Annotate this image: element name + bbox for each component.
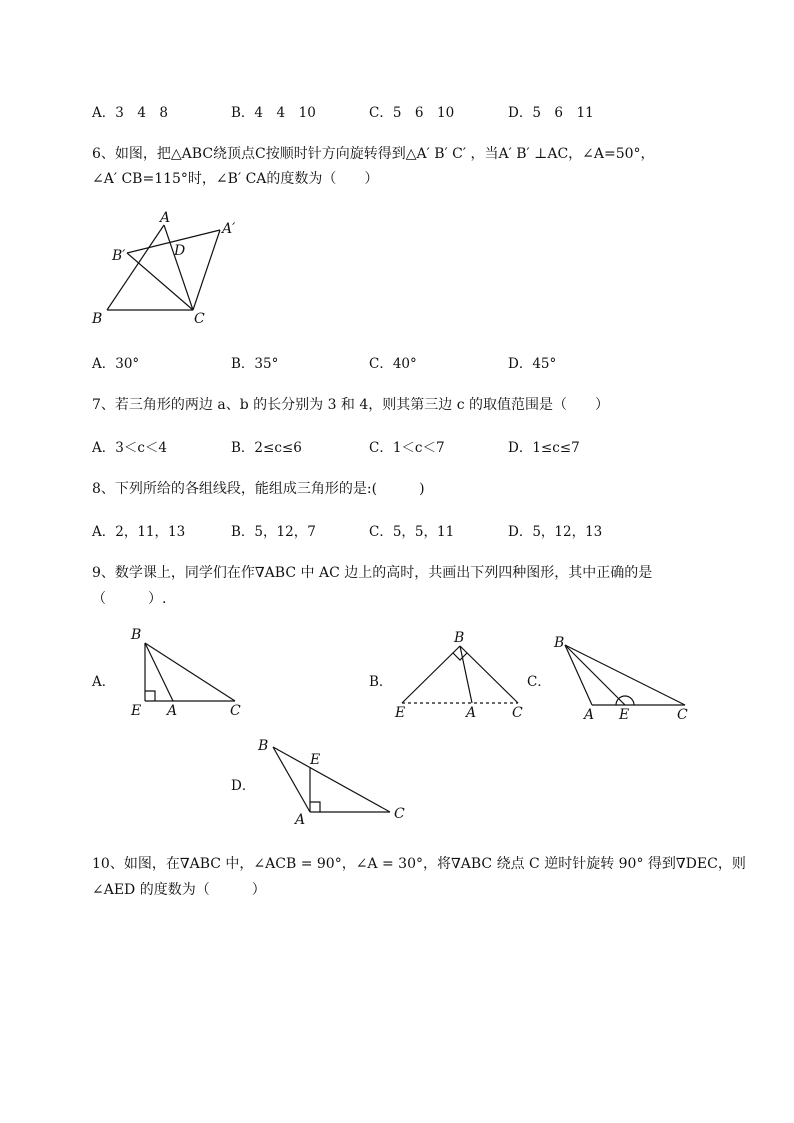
q6-segment-AprimeC bbox=[193, 230, 220, 310]
q9d-label-A: A bbox=[295, 812, 306, 827]
q5-option-d[interactable]: D．5 6 11 bbox=[508, 105, 594, 121]
q9-figure-d bbox=[253, 732, 413, 827]
q7-option-a[interactable]: A．3＜c＜4 bbox=[92, 440, 167, 456]
q8-text: 8、下列所给的各组线段，能组成三角形的是:( ) bbox=[92, 481, 425, 497]
q9-text-line1: 9、数学课上，同学们在作∇ABC 中 AC 边上的高时，共画出下列四种图形，其中正确的是 bbox=[92, 565, 653, 581]
q5-option-b[interactable]: B．4 4 10 bbox=[231, 105, 316, 121]
q9d-label-C: C bbox=[394, 806, 405, 822]
q7-option-b[interactable]: B．2≤c≤6 bbox=[231, 440, 302, 456]
q7-option-d[interactable]: D．1≤c≤7 bbox=[508, 440, 580, 456]
q9b-label-C: C bbox=[512, 705, 523, 721]
q9c-segment-BA bbox=[565, 645, 592, 705]
q9b-segment-BC bbox=[460, 646, 518, 703]
q9-figure-a bbox=[125, 625, 250, 720]
q9a-label-B: B bbox=[131, 627, 142, 643]
q6-label-A: A bbox=[160, 210, 171, 226]
q6-option-d[interactable]: D．45° bbox=[508, 356, 557, 372]
q9-figure-b bbox=[390, 628, 535, 723]
q6-label-B-prime: B′ bbox=[112, 248, 126, 264]
q9b-right-angle-mark bbox=[453, 653, 467, 660]
q6-figure bbox=[85, 205, 255, 330]
q9d-label-B: B bbox=[258, 738, 269, 754]
q6-option-b[interactable]: B．35° bbox=[231, 356, 279, 372]
q7-option-c[interactable]: C．1＜c＜7 bbox=[369, 440, 445, 456]
q9b-label-B: B bbox=[454, 630, 465, 646]
q9a-right-angle-mark bbox=[145, 691, 155, 701]
q9c-label-E: E bbox=[619, 707, 630, 723]
q9c-label-C: C bbox=[677, 707, 688, 723]
q9c-label-A: A bbox=[584, 707, 595, 723]
q9c-label-B: B bbox=[554, 635, 565, 651]
q9d-label-E: E bbox=[310, 752, 321, 768]
q9-option-a-letter[interactable]: A． bbox=[92, 674, 116, 690]
q6-label-A-prime: A′ bbox=[222, 221, 236, 237]
q9c-segment-BE bbox=[565, 645, 625, 705]
q8-option-b[interactable]: B．5，12，7 bbox=[231, 524, 316, 540]
q8-option-c[interactable]: C．5，5，11 bbox=[369, 524, 455, 540]
q6-option-c[interactable]: C．40° bbox=[369, 356, 417, 372]
q5-option-c[interactable]: C．5 6 10 bbox=[369, 105, 455, 121]
q7-text: 7、若三角形的两边 a、b 的长分别为 3 和 4，则其第三边 c 的取值范围是（ ） bbox=[92, 397, 610, 413]
q9b-label-A: A bbox=[466, 705, 477, 721]
q8-option-a[interactable]: A．2，11，13 bbox=[92, 524, 186, 540]
q9d-right-angle-mark bbox=[310, 802, 320, 812]
q6-option-a[interactable]: A．30° bbox=[92, 356, 140, 372]
q9a-label-C: C bbox=[230, 703, 241, 719]
q6-label-C: C bbox=[194, 311, 205, 327]
q9-option-b-letter[interactable]: B． bbox=[369, 674, 393, 690]
q6-text-line1: 6、如图，把△ABC绕顶点C按顺时针方向旋转得到△A′ B′ C′ ，当A′ B′ ⊥AC，∠A=50°， bbox=[92, 146, 655, 162]
q9d-segment-BC bbox=[273, 747, 390, 812]
q9c-angle-arc bbox=[616, 696, 634, 705]
q6-label-B: B bbox=[92, 311, 103, 327]
q8-option-d[interactable]: D．5，12，13 bbox=[508, 524, 603, 540]
q9-figure-c bbox=[550, 630, 700, 725]
q9b-label-E: E bbox=[395, 705, 406, 721]
q6-segment-BA bbox=[107, 225, 164, 310]
q9-option-d-letter[interactable]: D． bbox=[231, 778, 256, 794]
q9a-label-E: E bbox=[131, 703, 142, 719]
q10-text-line2: ∠AED 的度数为（ ） bbox=[92, 882, 266, 898]
q9b-segment-EB bbox=[402, 646, 460, 703]
q9a-label-A: A bbox=[167, 703, 178, 719]
q10-text-line1: 10、如图，在∇ABC 中，∠ACB = 90°，∠A = 30°，将∇ABC 绕点 C 逆时针旋转 90° 得到∇DEC，则 bbox=[92, 856, 746, 872]
q5-option-a[interactable]: A．3 4 8 bbox=[92, 105, 169, 121]
q6-text-line2: ∠A′ CB=115°时，∠B′ CA的度数为（ ） bbox=[92, 171, 379, 187]
q6-label-D: D bbox=[174, 243, 186, 259]
q9-option-c-letter[interactable]: C． bbox=[527, 674, 551, 690]
q9-text-line2: （ ）. bbox=[92, 591, 167, 607]
